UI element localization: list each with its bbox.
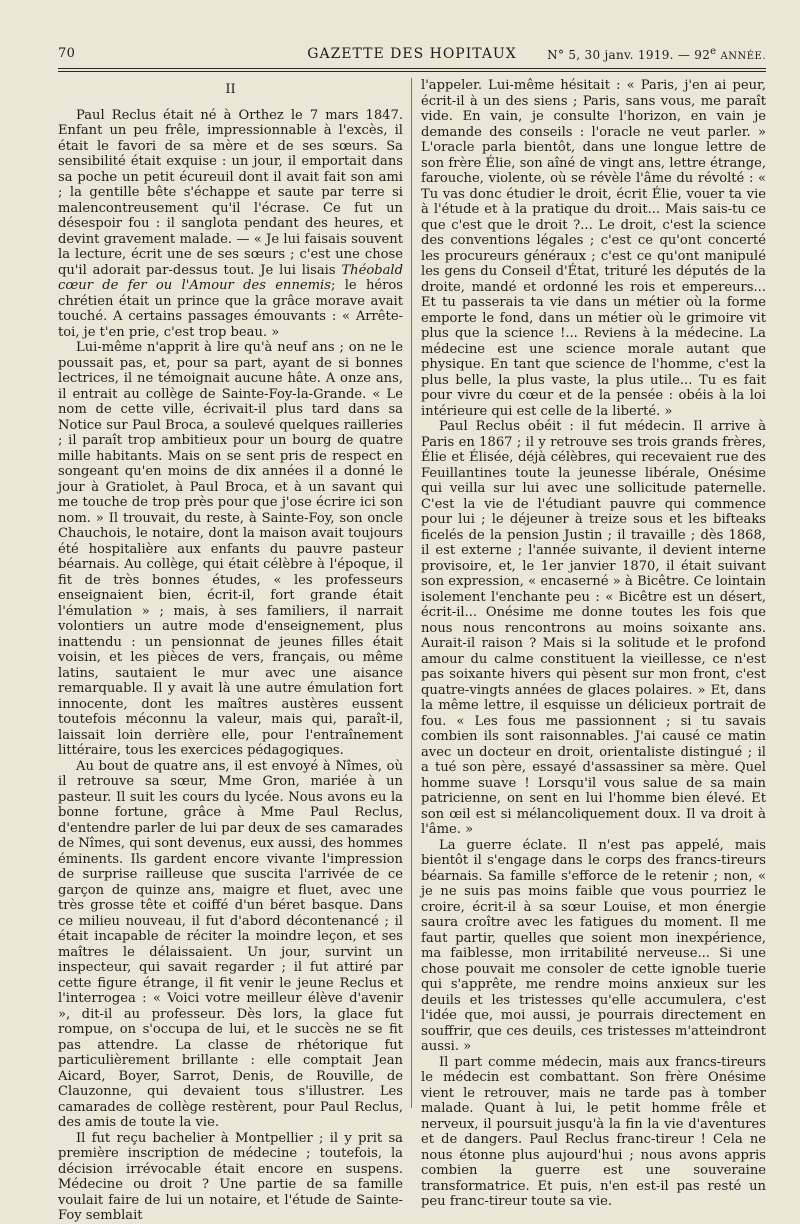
paragraph — [58, 108, 403, 341]
paragraph: La guerre éclate. Il n'est pas appelé, mais bientôt il s'engage dans le corps des francs-tireurs béarnais. Sa famille s'efforce de le retenir ; non, « je ne suis pas moins faible que vous pourriez le croire, écrit-il à sa sœur Louise, et mon énergie saura croître avec les fatigues du moment. Il me faut partir, quelles que soient mon inexpérience, ma faiblesse, mon irritabilité nerveuse... Si une chose pouvait me consoler de cette ignoble tuerie qui s'apprête, me rendre moins anxieux sur les deuils et les tristesses qu'elle accumulera, c'est l'idée que, moi aussi, je pourrais directement en souffrir, que ces deuils, ces tristesses m'atteindront aussi. » — [421, 838, 766, 1055]
header-rule-bottom — [58, 71, 766, 72]
left-column — [58, 78, 403, 1111]
section-heading: II — [58, 82, 403, 98]
issue-year-label: ANNÉE. — [721, 51, 767, 62]
paragraph: Il part comme médecin, mais aux francs-tireurs le médecin est combattant. Son frère Onésime vient le retrouver, mais ne tarde pas à tomber malade. Quant à lui, le petit homme frêle et nerveux, il poursuit jusqu'à la fin la vie d'aventures et de dangers. Paul Reclus franc-tireur ! Cela ne nous étonne plus aujourd'hui ; nous avons appris combien la guerre est une souveraine transformatrice. Et puis, n'en est-il pas resté un peu franc-tireur toute sa vie. — [421, 1055, 766, 1210]
article-columns — [58, 78, 766, 1111]
paragraph: Il fut reçu bachelier à Montpellier ; il y prit sa première inscription de médecine ; toutefois, la décision irrévocable était encore en suspens. Médecine ou droit ? Une partie de sa famille voulait faire de lui un notaire, et l'étude de Sainte-Foy semblait — [58, 1131, 403, 1224]
header-rule-top — [58, 68, 766, 69]
paragraph: Paul Reclus obéit : il fut médecin. Il arrive à Paris en 1867 ; il y retrouve ses trois grands frères, Élie et Élisée, déjà célèbres, qui recevaient rue des Feuillantines toute la jeunesse libérale, Onésime qui veilla sur lui avec une sollicitude paternelle. C'est la vie de l'étudiant pauvre qui commence pour lui ; le déjeuner à treize sous et les bifteaks ficelés de la pension Justin ; il travaille ; dès 1868, il est externe ; l'année suivante, il devient interne provisoire, et, le 1er janvier 1870, il était suivant son expression, « encaserné » à Bicêtre. Ce lointain isolement l'enchante peu : « Bicêtre est un désert, écrit-il... Onésime me donne toutes les fois que nous nous rencontrons au moins soixante ans. Aurait-il raison ? Mais si la solitude et le profond amour du calme constituent la vieillesse, ce n'est pas soixante hivers qui pèsent sur mon front, c'est quatre-vingts années de glaces polaires. » Et, dans la même lettre, il esquisse un délicieux portrait de fou. « Les fous me passionnent ; si tu savais combien ils sont raisonnables. J'ai causé ce matin avec un docteur en droit, orientaliste distingué ; il a tué son père, essayé d'assassiner sa mère. Quel homme suave ! Lorsqu'il vous salue de sa main patricienne, on sent en lui l'homme bien élevé. Et son œil est si mélancoliquement doux. Il va droit à l'âme. » — [421, 419, 766, 838]
book-title: Théobald cœur de fer ou l'Amour des ennemis — [58, 263, 403, 294]
paragraph: l'appeler. Lui-même hésitait : « Paris, j'en ai peur, écrit-il à un des siens ; Paris, sans vous, me paraît vide. En vain, je consulte l'horizon, en vain je demande des conseils : l'oracle ne veut parler. » L'oracle parla bientôt, dans une longue lettre de son frère Élie, son aîné de vingt ans, lettre étrange, farouche, violente, où se révèle l'âme du révolté : « Tu vas donc étudier le droit, écrit Élie, vouer ta vie à l'étude et à la pratique du droit... Mais sais-tu ce que c'est que le droit ?... Le droit, c'est la science des conventions légales ; c'est ce qu'ont concerté les procureurs généraux ; c'est ce qu'ont manipulé les gens du Conseil d'État, trituré les députés de la droite, mandé et ordonné les rois et empereurs... Et tu passerais ta vie dans un métier où la forme emporte le fond, dans un métier où le grimoire vit plus que la science !... Reviens à la médecine. La médecine est une science morale autant que physique. En tant que science de l'homme, c'est la plus belle, la plus vaste, la plus utile... Tu es fait pour vivre du cœur et de la pensée : obéis à la loi intérieure qui est celle de la liberté. » — [421, 78, 766, 419]
page-number: 70 — [58, 46, 75, 61]
paragraph-text: ; le héros chrétien était un prince que la grâce morave avait touché. A certains passages émouvants : « Arrête-toi, je t'en prie, c'est trop beau. » — [58, 278, 403, 340]
journal-title: GAZETTE DES HOPITAUX — [58, 46, 766, 62]
issue-info — [547, 46, 766, 62]
issue-date: N° 5, 30 janv. 1919. — 92 — [547, 48, 710, 62]
paragraph: Au bout de quatre ans, il est envoyé à Nîmes, où il retrouve sa sœur, Mme Gron, mariée à un pasteur. Il suit les cours du lycée. Nous avons eu la bonne fortune, grâce à Mme Paul Reclus, d'entendre parler de lui par deux de ses camarades de Nîmes, qui sont devenus, eux aussi, des hommes éminents. Ils gardent encore vivante l'impression de surprise railleuse que suscita l'arrivée de ce garçon de quinze ans, maigre et fluet, avec une très grosse tête et coiffé d'un béret basque. Dans ce milieu nouveau, il fut d'abord décontenancé ; il était incapable de réciter la moindre leçon, et ses maîtres le délaissaient. Un jour, survint un inspecteur, qui savait regarder ; il fut attiré par cette figure étrange, il fit venir le jeune Reclus et l'interrogea : « Voici votre meilleur élève d'avenir », dit-il au professeur. Dès lors, la glace fut rompue, on s'occupa de lui, et le succès ne se fit pas attendre. La classe de rhétorique fut particulièrement brillante : elle comptait Jean Aicard, Boyer, Sarrot, Denis, de Rouville, de Clauzonne, qui devaient tous s'illustrer. Les camarades de collège restèrent, pour Paul Reclus, des amis de toute la vie. — [58, 759, 403, 1131]
paragraph: Lui-même n'apprit à lire qu'à neuf ans ; on ne le poussait pas, et, pour sa part, ayant de si bonnes lectrices, il ne témoignait aucune hâte. A onze ans, il entrait au collège de Sainte-Foy-la-Grande. « Le nom de cette ville, écrivait-il plus tard dans sa Notice sur Paul Broca, a soulevé quelques railleries ; il paraît trop ambitieux pour un bourg de quatre mille habitants. Mais on se sent pris de respect en songeant qu'en moins de dix années il a donné le jour à Gratiolet, à Paul Broca, et à un savant qui me touche de trop près pour que j'ose écrire ici son nom. » Il trouvait, du reste, à Sainte-Foy, son oncle Chauchois, le notaire, dont la maison avait toujours été hospitalière aux enfants du pauvre pasteur béarnais. Au collège, qui était célèbre à l'époque, il fit de très bonnes études, « les professeurs enseignaient bien, écrit-il, fort grande était l'émulation » ; mais, à ses familiers, il narrait volontiers un autre mode d'enseignement, plus inattendu : un pensionnat de jeunes filles était voisin, et les pièces de vers, français, ou même latins, sautaient le mur avec une aisance remarquable. Il y avait là une autre émulation fort innocente, dont les maîtres austères eussent toutefois méconnu la valeur, mais qui, paraît-il, laissait loin derrière elle, pour l'entraînement littéraire, tous les exercices pédagogiques. — [58, 340, 403, 759]
issue-sup: e — [710, 46, 716, 57]
running-header — [58, 40, 766, 70]
right-column — [421, 78, 766, 1111]
paragraph-text: Paul Reclus était né à Orthez le 7 mars 1847. Enfant un peu frêle, impressionnable à l'excès, il était le favori de sa mère et de ses sœurs. Sa sensibilité était exquise : un jour, il emportait dans sa poche un petit écureuil dont il avait fait son ami ; la gentille bête s'échappe et saute par terre si malencontreusement qu'il l'écrase. Ce fut un désespoir fou : il sanglota pendant des heures, et devint gravement malade. — « Je lui faisais souvent la lecture, écrit une de ses sœurs ; c'est une chose qu'il adorait par-dessus tout. Je lui lisais — [58, 108, 403, 278]
